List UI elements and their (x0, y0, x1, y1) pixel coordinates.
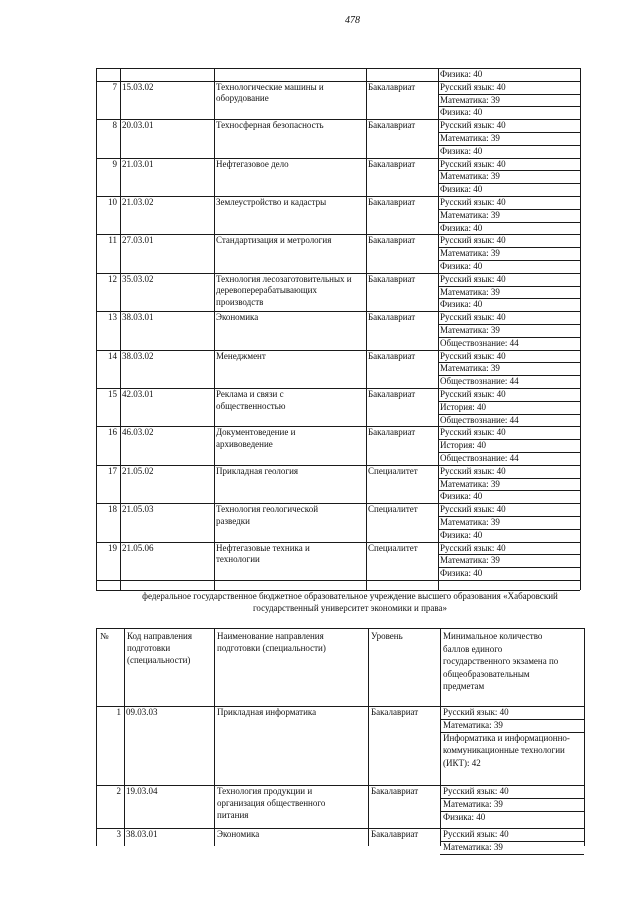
subject-rule (438, 554, 580, 555)
education-level: Бакалавриат (368, 158, 416, 169)
subject-rule (438, 516, 580, 517)
row-number: 13 (108, 312, 117, 323)
page-number: 478 (345, 15, 360, 26)
subject-rule (438, 183, 580, 184)
subject-score: Обществознание: 44 (440, 414, 519, 425)
education-level: Бакалавриат (368, 235, 416, 246)
direction-name: Документоведение и (216, 427, 296, 438)
header-number: № (100, 631, 109, 641)
direction-name: Землеустройство и кадастры (216, 197, 327, 207)
header-name: Наименование направления (217, 631, 324, 641)
subject-rule (438, 529, 580, 530)
table-rule (96, 542, 580, 543)
column-rule (368, 628, 369, 846)
table-rule (96, 196, 580, 197)
row-number: 7 (112, 81, 117, 92)
subject-rule (438, 94, 580, 95)
table-rule (96, 426, 580, 427)
column-rule (120, 68, 121, 590)
education-level: Бакалавриат (371, 707, 419, 717)
direction-name: производств (216, 296, 264, 307)
subject-rule (438, 222, 580, 223)
education-level: Бакалавриат (368, 81, 416, 92)
subject-score: Математика: 39 (443, 798, 503, 809)
direction-name: Прикладная информатика (217, 707, 317, 717)
table-rule (96, 503, 580, 504)
subject-score: Математика: 39 (440, 517, 500, 527)
education-level: Бакалавриат (371, 786, 419, 796)
table-rule (96, 158, 580, 159)
table-rule (96, 119, 580, 120)
subject-score: История: 40 (440, 401, 487, 412)
subject-score: Физика: 40 (440, 529, 483, 540)
subject-score: Физика: 40 (440, 107, 483, 118)
subject-score: Информатика и информационно- (443, 732, 570, 743)
subject-rule (438, 247, 580, 248)
direction-name: Реклама и связи с (216, 389, 284, 399)
table-rule (96, 311, 580, 312)
header-code: (специальности) (127, 655, 191, 665)
subject-score: Математика: 39 (440, 363, 500, 374)
subject-rule (438, 106, 580, 107)
subject-rule (438, 209, 580, 210)
subject-score: Русский язык: 40 (440, 235, 506, 246)
subject-rule (438, 324, 580, 325)
subject-score: Математика: 39 (443, 719, 503, 730)
direction-name: технологии (216, 554, 260, 565)
subject-rule (438, 567, 580, 568)
subject-score: Физика: 40 (440, 491, 483, 502)
subject-score: Математика: 39 (440, 133, 500, 143)
subject-score: Физика: 40 (440, 299, 483, 310)
table-rule (96, 350, 580, 351)
subject-rule (438, 439, 580, 440)
subject-rule (438, 478, 580, 479)
direction-name: Нефтегазовые техника и (216, 542, 310, 553)
subject-rule (438, 260, 580, 261)
subject-score: Русский язык: 40 (443, 786, 509, 796)
subject-score: Русский язык: 40 (440, 312, 506, 323)
table-rule (96, 580, 580, 581)
subject-score: Русский язык: 40 (440, 120, 506, 131)
subject-score: (ИКТ): 42 (443, 757, 481, 768)
row-number: 16 (108, 427, 117, 438)
direction-code: 38.03.02 (122, 350, 154, 361)
row-number: 9 (112, 158, 117, 169)
table-rule (96, 388, 580, 389)
row-number: 15 (108, 389, 117, 399)
education-level: Бакалавриат (368, 427, 416, 438)
subject-score: Физика: 40 (443, 811, 486, 822)
subject-rule (438, 490, 580, 491)
subject-score: Математика: 39 (440, 478, 500, 489)
education-level: Специалитет (368, 542, 418, 553)
row-number: 3 (116, 829, 121, 839)
direction-code: 21.05.02 (122, 465, 154, 476)
row-number: 19 (108, 542, 117, 553)
table-rule (96, 234, 580, 235)
direction-name: Нефтегазовое дело (216, 158, 289, 169)
column-rule (96, 68, 97, 590)
subject-rule (438, 145, 580, 146)
subject-rule (438, 362, 580, 363)
header-name: подготовки (специальности) (217, 643, 326, 653)
column-rule (214, 628, 215, 846)
subject-score: История: 40 (440, 440, 487, 451)
column-rule (584, 628, 585, 846)
header-subjects: баллов единого (443, 643, 503, 654)
direction-code: 42.03.01 (122, 389, 154, 399)
education-level: Бакалавриат (368, 120, 416, 131)
subject-score: Математика: 39 (440, 209, 500, 220)
subject-score: Обществознание: 44 (440, 376, 519, 387)
direction-name: Стандартизация и метрология (216, 235, 332, 246)
education-level: Бакалавриат (368, 389, 416, 399)
table-rule (96, 828, 584, 829)
direction-name: Экономика (216, 312, 259, 323)
direction-name: оборудование (216, 93, 269, 104)
row-number: 1 (116, 707, 121, 717)
direction-code: 46.03.02 (122, 427, 154, 438)
column-rule (440, 628, 441, 846)
header-code: Код направления (127, 631, 193, 641)
row-number: 10 (108, 197, 117, 207)
table-rule (96, 628, 584, 629)
subject-score: Русский язык: 40 (440, 350, 506, 361)
direction-name: Техносферная безопасность (216, 120, 324, 131)
subject-rule (438, 286, 580, 287)
direction-code: 38.03.01 (126, 829, 158, 839)
subject-score: Русский язык: 40 (440, 504, 506, 515)
direction-name: общественностью (216, 400, 286, 411)
column-rule (96, 628, 97, 846)
subject-score: Физика: 40 (440, 222, 483, 233)
education-level: Бакалавриат (368, 350, 416, 361)
subject-score: Русский язык: 40 (440, 542, 506, 553)
header-subjects: предметам (443, 681, 485, 691)
subject-score: Математика: 39 (440, 248, 500, 259)
subject-score: Русский язык: 40 (440, 427, 506, 438)
direction-name: Технология лесозаготовительных и (216, 273, 352, 284)
subject-score: Математика: 39 (440, 325, 500, 335)
direction-code: 38.03.01 (122, 312, 154, 323)
header-level: Уровень (371, 631, 403, 641)
direction-name: Технологические машины и (216, 81, 324, 92)
subject-score: Математика: 39 (440, 94, 500, 105)
subject-score: Физика: 40 (440, 184, 483, 195)
education-level: Бакалавриат (371, 829, 419, 839)
subject-rule (438, 337, 580, 338)
row-number: 14 (108, 350, 117, 361)
subject-score: Русский язык: 40 (443, 829, 509, 839)
subject-score: Русский язык: 40 (440, 197, 506, 207)
subject-score: Физика: 40 (440, 69, 483, 79)
direction-name: Технология продукции и (217, 786, 313, 796)
direction-code: 21.03.02 (122, 197, 154, 207)
table-rule (96, 68, 580, 69)
row-number: 12 (108, 273, 117, 284)
subject-score: Русский язык: 40 (440, 465, 506, 476)
subject-rule (438, 401, 580, 402)
subject-rule (440, 854, 584, 855)
table-rule (96, 785, 584, 786)
education-level: Бакалавриат (368, 197, 416, 207)
direction-name: деревоперерабатывающих (216, 285, 317, 296)
subject-score: Обществознание: 44 (440, 453, 519, 463)
header-code: подготовки (127, 643, 171, 653)
table-rule (96, 81, 580, 82)
subject-score: Математика: 39 (440, 286, 500, 297)
column-rule (580, 68, 581, 590)
subject-score: Математика: 39 (440, 555, 500, 566)
header-subjects: Минимальное количество (443, 631, 543, 641)
column-rule (214, 68, 215, 590)
education-level: Бакалавриат (368, 312, 416, 323)
direction-code: 19.03.04 (126, 786, 158, 796)
direction-name: Прикладная геология (216, 465, 299, 476)
subject-rule (438, 298, 580, 299)
direction-code: 21.05.06 (122, 542, 154, 553)
subject-score: Русский язык: 40 (440, 158, 506, 169)
education-level: Специалитет (368, 504, 418, 515)
direction-code: 09.03.03 (126, 707, 158, 717)
column-rule (438, 68, 439, 590)
direction-name: Экономика (217, 829, 260, 839)
row-number: 11 (108, 235, 117, 246)
subject-score: Математика: 39 (443, 841, 503, 852)
direction-name: организация общественного (217, 798, 326, 808)
subject-score: Физика: 40 (440, 261, 483, 271)
direction-name: разведки (216, 515, 250, 526)
column-rule (124, 628, 125, 846)
subject-score: Физика: 40 (440, 145, 483, 156)
direction-name: архивоведение (216, 438, 273, 449)
education-level: Специалитет (368, 465, 418, 476)
subject-score: Математика: 39 (440, 171, 500, 182)
direction-code: 21.05.03 (122, 504, 154, 515)
subject-score: Русский язык: 40 (440, 389, 506, 399)
direction-code: 35.03.02 (122, 273, 154, 284)
subject-rule (438, 170, 580, 171)
subject-score: Русский язык: 40 (443, 707, 509, 717)
subject-rule (438, 375, 580, 376)
direction-name: питания (217, 810, 249, 820)
education-level: Бакалавриат (368, 273, 416, 284)
organization-heading: федеральное государственное бюджетное образовательное учреждение высшего образования «Хабаровский государственный университет экономики и права» (142, 591, 558, 613)
subject-score: Физика: 40 (440, 568, 483, 579)
direction-code: 21.03.01 (122, 158, 154, 169)
subject-score: Русский язык: 40 (440, 81, 506, 92)
direction-code: 27.03.01 (122, 235, 154, 246)
row-number: 17 (108, 465, 117, 476)
column-rule (366, 68, 367, 590)
subject-rule (438, 132, 580, 133)
direction-name: Технология геологической (216, 504, 319, 515)
subject-score: Русский язык: 40 (440, 273, 506, 284)
subject-rule (438, 414, 580, 415)
direction-code: 20.03.01 (122, 120, 154, 131)
direction-name: Менеджмент (216, 350, 266, 361)
direction-code: 15.03.02 (122, 81, 154, 92)
subject-score: коммуникационные технологии (443, 745, 565, 756)
table-rule (96, 465, 580, 466)
row-number: 2 (116, 786, 121, 796)
subject-score: Обществознание: 44 (440, 337, 519, 348)
table-rule (96, 706, 584, 707)
header-subjects: общеобразовательным (443, 668, 530, 679)
row-number: 18 (108, 504, 117, 515)
subject-rule (438, 452, 580, 453)
header-subjects: государственного экзамена по (443, 656, 559, 666)
row-number: 8 (112, 120, 117, 131)
